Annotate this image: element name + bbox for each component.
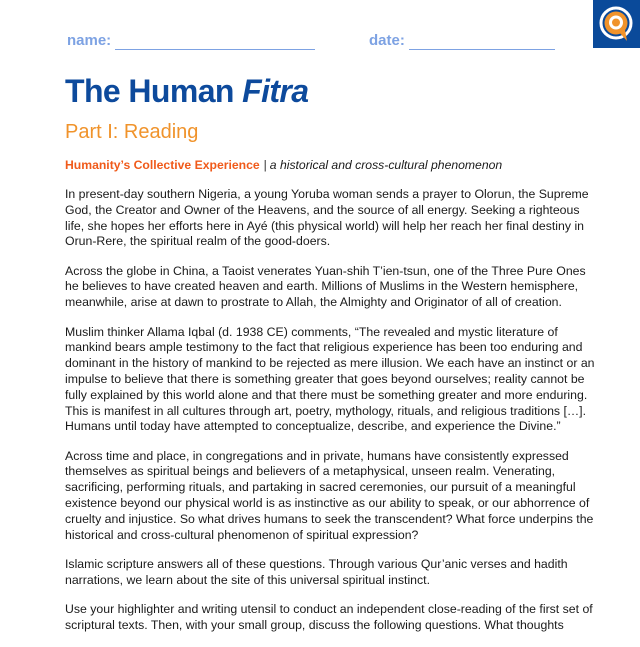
page-title	[65, 72, 309, 110]
title-emphasis: Fitra	[242, 73, 309, 109]
reading-body	[65, 187, 595, 647]
paragraph: Across the globe in China, a Taoist venerates Yuan-shih T’ien-tsun, one of the Three Pure Ones he believes to have created heaven and earth. Millions of Muslims in the Western hemisphere, meanwhile, arise at dawn to prostrate to Allah, the Almighty and Originator of all of creation.	[65, 263, 586, 310]
paragraph: Across time and place, in congregations and in private, humans have consistently expressed themselves as spiritual beings and believers of a metaphysical, unseen realm. Venerating, sacrificing, performing rituals, and partaking in sacred ceremonies, our pursuit of a meaningful existence beyond our physical world is as instinctive as our ability to speak, or our abhorrence of cruelty and injustice. So what drives humans to seek the transcendent? What force underpins the historical and cross-cultural phenomenon of spiritual expression?	[65, 448, 594, 542]
subtitle-separator: |	[263, 158, 267, 172]
logo	[593, 0, 640, 48]
name-field[interactable]	[67, 30, 315, 50]
paragraph: Muslim thinker Allama Iqbal (d. 1938 CE) comments, “The revealed and mystic literature of mankind bears ample testimony to the fact that religious experience has been too enduring and dominant in the history of mankind to be rejected as mere illusion. We each have an instinct or an impulse to believe that there is something greater that goes beyond ourselves; reality cannot be fully explained by this world alone and that there must be something greater and more enduring. This is manifest in all cultures through art, poetry, mythology, rituals, and religious traditions […]. Humans until today have attempted to conceptualize, describe, and experience the Divine.”	[65, 324, 595, 434]
name-input-line[interactable]	[115, 34, 315, 50]
date-field[interactable]	[369, 30, 555, 50]
section-subtitle	[65, 157, 502, 173]
title-main: The Human	[65, 73, 243, 109]
section-name: Humanity’s Collective Experience	[65, 158, 260, 172]
paragraph: In present-day southern Nigeria, a young Yoruba woman sends a prayer to Olorun, the Supreme God, the Creator and Owner of the Heavens, and the source of all energy. Seeking a righteous life, she hopes her efforts here in Ayé (this physical world) will help her reach her final destiny in Orun-Rere, the spiritual realm of the good-doers.	[65, 187, 589, 249]
paragraph: Islamic scripture answers all of these questions. Through various Qur’anic verses and hadith narrations, we learn about the site of this universal spiritual instinct.	[65, 556, 568, 587]
section-description: a historical and cross-cultural phenomenon	[269, 158, 503, 172]
date-input-line[interactable]	[409, 34, 555, 50]
date-label: date:	[369, 32, 405, 49]
name-label: name:	[67, 32, 112, 49]
part-heading: Part I: Reading	[65, 121, 199, 143]
q-speech-bubble-logo-icon	[599, 6, 635, 44]
paragraph: Use your highlighter and writing utensil to conduct an independent close-reading of the first set of scriptural texts. Then, with your small group, discuss the following questions. What thoughts	[65, 602, 593, 632]
